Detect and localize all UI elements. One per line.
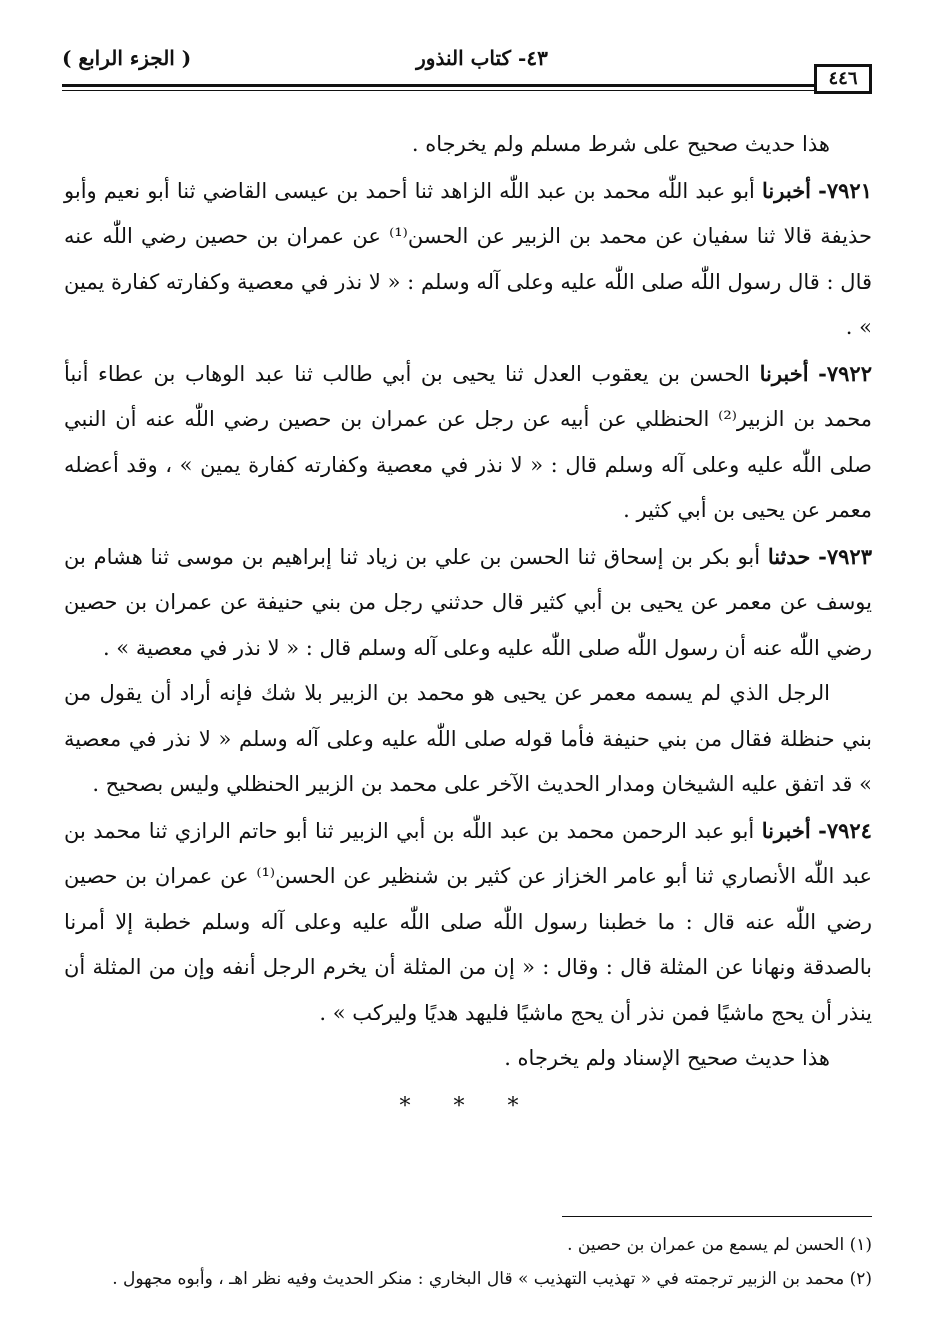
volume-label: ( الجزء الرابع )	[62, 46, 192, 70]
paragraph-verdict-end: هذا حديث صحيح الإسناد ولم يخرجاه .	[504, 1046, 830, 1070]
page-header	[62, 40, 872, 100]
header-rule	[62, 84, 816, 87]
header-rule-thin	[62, 90, 816, 91]
hadith-keyword: أخبرنا	[761, 817, 811, 843]
page-body	[64, 122, 872, 1129]
page-number: ٤٤٦	[814, 64, 872, 94]
paragraph-commentary: الرجل الذي لم يسمه معمر عن يحيى هو محمد بن الزبير بلا شك فإنه أراد أن يقول من بني حنظلة فقال من بني حنيفة فأما قوله صلى اللّٰه عليه وعلى آله وسلم « لا نذر في معصية » قد اتفق عليه الشيخان ومدار الحديث الآخر على محمد بن الزبير الحنظلي وليس بصحيح .	[64, 681, 872, 796]
footnote-1: (١) الحسن لم يسمع من عمران بن حصين .	[567, 1235, 872, 1255]
hadith-7921	[64, 168, 872, 351]
footnote-rule	[562, 1216, 872, 1217]
hadith-text: أبو عبد الرحمن محمد بن عبد اللّٰه بن أبي الزبير ثنا أبو حاتم الرازي ثنا محمد بن عبد اللّٰه الأنصاري ثنا أبو عامر الخزاز عن كثير بن شنظير عن الحسن⁽¹⁾ عن عمران بن حصين رضي اللّٰه عنه قال : ما خطبنا رسول اللّٰه صلى اللّٰه عليه وعلى آله وسلم خطبة إلا أمرنا بالصدقة ونهانا عن المثلة قال : وقال : « إن من المثلة أن يخرم الرجل أنفه وإن من المثلة أن ينذر أن يحج ماشيًا فمن نذر أن يحج ماشيًا فليهد هديًا وليركب » .	[64, 818, 872, 1025]
hadith-number: ٧٩٢٤-	[818, 817, 872, 843]
hadith-number: ٧٩٢٣-	[818, 543, 872, 569]
hadith-text: أبو عبد اللّٰه محمد بن عبد اللّٰه الزاهد ثنا أحمد بن عيسى القاضي ثنا أبو نعيم وأبو حذيفة قالا ثنا سفيان عن محمد بن الزبير عن الحسن⁽¹⁾ عن عمران بن حصين رضي اللّٰه عنه قال : قال رسول اللّٰه صلى اللّٰه عليه وعلى آله وسلم : « لا نذر في معصية وكفارته كفارة يمين » .	[64, 178, 872, 339]
hadith-keyword: حدثنا	[767, 543, 811, 569]
hadith-number: ٧٩٢٢-	[818, 360, 872, 386]
hadith-7923	[64, 534, 872, 672]
footnote-2: (٢) محمد بن الزبير ترجمته في « تهذيب التهذيب » قال البخاري : منكر الحديث وفيه نظر اهـ ، وأبوه مجهول .	[112, 1269, 872, 1289]
hadith-number: ٧٩٢١-	[818, 177, 872, 203]
hadith-text: أبو بكر بن إسحاق ثنا الحسن بن علي بن زياد ثنا إبراهيم بن موسى ثنا هشام بن يوسف عن معمر عن يحيى بن أبي كثير قال حدثني رجل من بني حنيفة عن عمران بن حصين رضي اللّٰه عنه أن رسول اللّٰه صلى اللّٰه عليه وعلى آله وسلم قال : « لا نذر في معصية » .	[64, 544, 872, 660]
hadith-keyword: أخبرنا	[762, 177, 812, 203]
section-divider-stars: * * *	[399, 1093, 537, 1119]
hadith-7924	[64, 808, 872, 1037]
hadith-7922	[64, 351, 872, 534]
hadith-keyword: أخبرنا	[759, 360, 809, 386]
hadith-text: الحسن بن يعقوب العدل ثنا يحيى بن أبي طالب ثنا عبد الوهاب بن عطاء أنبأ محمد بن الزبير⁽²⁾ الحنظلي عن أبيه عن رجل عن عمران بن حصين رضي اللّٰه عنه أن النبي صلى اللّٰه عليه وعلى آله وسلم قال : « لا نذر في معصية وكفارته كفارة يمين » ، وقد أعضله معمر عن يحيى بن أبي كثير .	[64, 361, 872, 522]
footnotes	[64, 1228, 872, 1296]
paragraph-verdict: هذا حديث صحيح على شرط مسلم ولم يخرجاه .	[411, 132, 830, 156]
chapter-title: ٤٣- كتاب النذور	[416, 46, 548, 70]
